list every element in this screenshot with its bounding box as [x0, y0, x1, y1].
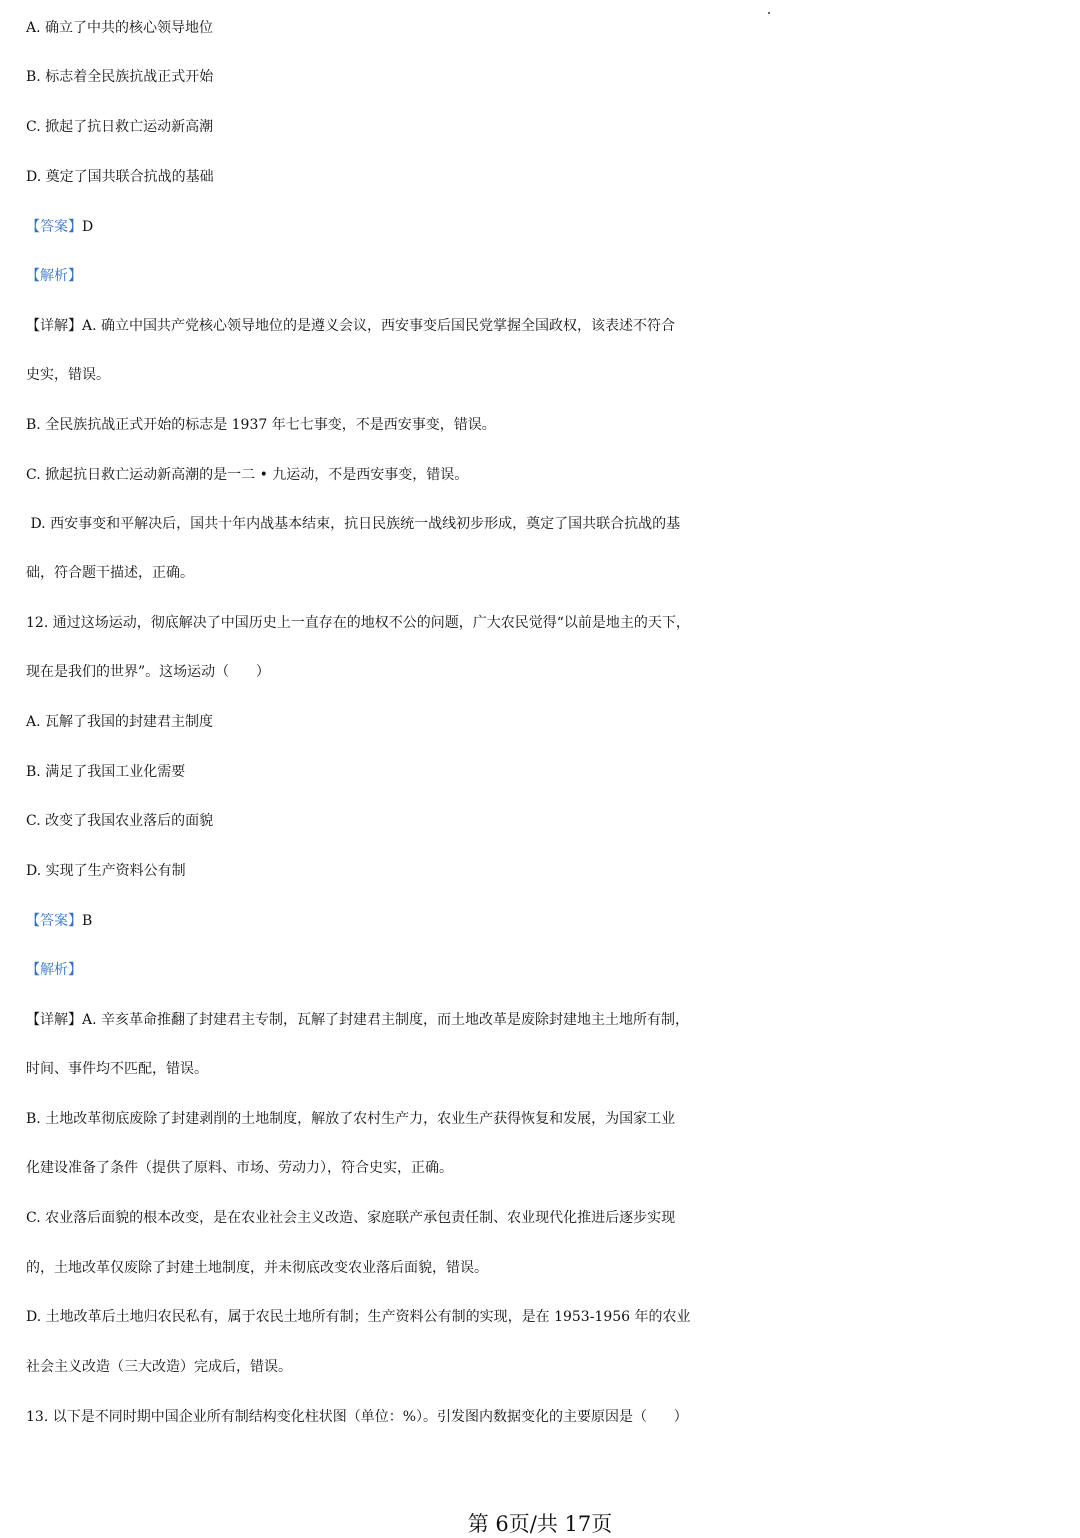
q11-option-d: D. 奠定了国共联合抗战的基础	[26, 169, 214, 185]
q12-stem-line: 12. 通过这场运动，彻底解决了中国历史上一直存在的地权不公的问题，广大农民觉得“以前是地主的天下，	[26, 615, 690, 631]
q12-analysis-label: 【解析】	[26, 962, 82, 978]
answer-label: 【答案】	[26, 219, 82, 235]
q12-option-a: A. 瓦解了我国的封建君主制度	[26, 714, 214, 730]
q12-detail-line: 时间、事件均不匹配，错误。	[26, 1061, 208, 1077]
q11-detail-line: B. 全民族抗战正式开始的标志是 1937 年七七事变，不是西安事变，错误。	[26, 417, 496, 433]
q11-detail-line: D. 西安事变和平解决后，国共十年内战基本结束，抗日民族统一战线初步形成，奠定了国共联合抗战的基	[26, 516, 681, 532]
answer-value: D	[82, 219, 94, 235]
q12-option-d: D. 实现了生产资料公有制	[26, 863, 186, 879]
q12-detail-line: 化建设准备了条件（提供了原料、市场、劳动力），符合史实，正确。	[26, 1160, 453, 1176]
q12-option-c: C. 改变了我国农业落后的面貌	[26, 813, 214, 829]
detail-label: 【详解】	[26, 318, 82, 334]
q12-stem-line: 现在是我们的世界”。这场运动（ ）	[26, 664, 270, 680]
q12-option-b: B. 满足了我国工业化需要	[26, 764, 186, 780]
q11-option-c: C. 掀起了抗日救亡运动新高潮	[26, 119, 214, 135]
q12-detail-line: D. 土地改革后土地归农民私有，属于农民土地所有制；生产资料公有制的实现，是在 1953-1956 年的农业	[26, 1309, 691, 1325]
q11-detail-line	[26, 311, 1080, 341]
q13-stem: 13. 以下是不同时期中国企业所有制结构变化柱状图（单位：%）。引发图内数据变化的主要原因是（ ）	[26, 1409, 688, 1425]
q11-answer	[26, 212, 1080, 242]
q12-detail-line: B. 土地改革彻底废除了封建剥削的土地制度，解放了农村生产力，农业生产获得恢复和发展，为国家工业	[26, 1111, 676, 1127]
detail-label: 【详解】	[26, 1012, 82, 1028]
q12-answer	[26, 906, 1080, 936]
q11-detail-line: C. 掀起抗日救亡运动新高潮的是一二 • 九运动，不是西安事变，错误。	[26, 467, 469, 483]
q11-analysis-label: 【解析】	[26, 268, 82, 284]
answer-value: B	[82, 913, 93, 929]
q11-option-a: A. 确立了中共的核心领导地位	[26, 20, 214, 36]
q12-detail-line: 社会主义改造（三大改造）完成后，错误。	[26, 1359, 292, 1375]
q11-detail-line: 础，符合题干描述，正确。	[26, 565, 194, 581]
q11-option-b: B. 标志着全民族抗战正式开始	[26, 69, 214, 85]
answer-label: 【答案】	[26, 913, 82, 929]
detail-text: A. 辛亥革命推翻了封建君主专制，瓦解了封建君主制度，而土地改革是废除封建地主土地所有制，	[82, 1012, 690, 1028]
q12-detail-line	[26, 1005, 1080, 1035]
q11-detail-line: 史实，错误。	[26, 367, 110, 383]
q12-detail-line: 的，土地改革仅废除了封建土地制度，并未彻底改变农业落后面貌，错误。	[26, 1260, 488, 1276]
q12-detail-line: C. 农业落后面貌的根本改变，是在农业社会主义改造、家庭联产承包责任制、农业现代化推进后逐步实现	[26, 1210, 676, 1226]
detail-text: A. 确立中国共产党核心领导地位的是遵义会议，西安事变后国民党掌握全国政权，该表述不符合	[82, 318, 676, 334]
page-number: 第 6页/共 17页	[467, 1512, 613, 1536]
